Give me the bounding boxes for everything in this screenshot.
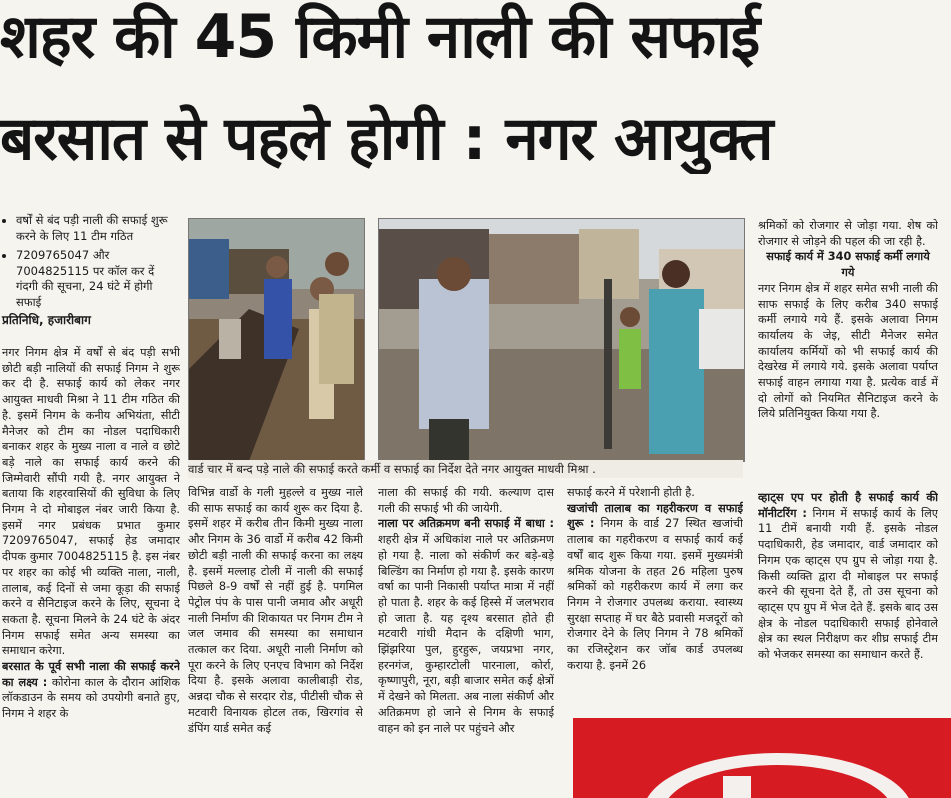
column-3-body: नाला की सफाई की गयी. कल्याण दास गली की सफाई भी की जायेगी. [378, 486, 554, 515]
byline: प्रतिनिधि, हजारीबाग [2, 313, 91, 327]
column-2-body: विभिन्न वार्डो के गली मुहल्ले व मुख्य नाले की साफ सफाई का कार्य शुरू कर दिया है. इसमें शहर में करीब तीन किमी मुख्य नाला और निगम के 36 वार्डो में करीब 42 किमी छोटी बड़ी नाली की सफाई करना का लक्ष्य है. इसमें मल्लाह टोली में नाली की सफाई पिछले 8-9 वर्षों से नहीं हुई है. पगमिल पेट्रोल पंप के पास पानी जमाव और अधूरी नाली निर्माण की शिकायत पर निगम टीम ने जल जमाव की समस्या का समाधान तत्काल कर दिया. अधूरी नाली निर्माण को पूरा करने के लिए एनएच विभाग को निर्देश दिया है. इसके अलावा कालीबाड़ी रोड, अन्नदा चौक से सरदार रोड, पीटीसी चौक से मटवारी विनायक होटल तक, खिरगांव से डंपिंग यार्ड समेत कई [188, 486, 363, 735]
column-5-top-subhead: सफाई कार्य में 340 सफाई कर्मी लगाये गये [766, 250, 930, 280]
headline-line-2: बरसात से पहले होगी : नगर आयुक्त [0, 104, 773, 174]
column-5-bottom [758, 490, 938, 715]
column-2 [188, 485, 363, 798]
column-5-bottom-subhead: व्हाट्स एप पर होती है सफाई कार्य की मॉनीटरिंग : [758, 491, 938, 520]
photo-caption: वार्ड चार में बन्द पड़े नाले की सफाई करते कर्मी व सफाई का निर्देश देते नगर आयुक्त माधवी मिश्रा . [188, 460, 743, 478]
column-4-body: सफाई करने में परेशानी होती है. [567, 486, 695, 499]
column-1-sub-body: कोरोना काल के दौरान आंशिक लॉकडाउन के समय को उपयोगी बनाते हुए, निगम ने शहर के [2, 675, 180, 721]
column-1-subhead: बरसात के पूर्व सभी नाला की सफाई करने का लक्ष्य : [2, 660, 180, 689]
headline-line-1: शहर की 45 किमी नाली की सफाई [0, 2, 760, 72]
highlight-item: • 7209765047 और 7004825115 पर कॉल कर दें गंदगी की सूचना, 24 घंटे में होगी सफाई [16, 248, 177, 310]
photo-drain-workers [188, 218, 365, 462]
column-1 [2, 345, 180, 798]
advertisement-graphic [573, 718, 951, 798]
column-5-bottom-sub-body: निगम में सफाई कार्य के लिए 11 टीमें बनायी गयी हैं. इसके नोडल पदाधिकारी, हेड जमादार, वार्ड जमादार को निगम एक व्हाट्स एप ग्रुप से जोड़ा गया है. किसी व्यक्ति द्वारा दी मोबाइल पर सफाई करने की सूचना देते हैं, तो उस सूचना को व्हाट्स एप ग्रुप में भेज देते हैं. इसके बाद उस क्षेत्र के नोडल पदाधिकारी सफाई होनेवाले क्षेत्र का स्थल निरीक्षण कर शीघ्र सफाई टीम को भेजकर समस्या का समाधान करते हैं. [758, 506, 938, 662]
column-4 [567, 485, 743, 715]
photo-drain-workers-image [189, 219, 364, 461]
highlights-list [2, 213, 177, 314]
photo-commissioner-inspection [378, 218, 745, 462]
column-5-top-sub-body: नगर निगम क्षेत्र में शहर समेत सभी नाली की साफ सफाई के लिए करीब 340 सफाई कर्मी लगाये गये हैं. इसके अलावा निगम कार्यालय के जेइ, सीटी मैनेजर समेत कार्यालय कर्मियों को भी सफाई कार्य की देखरेख में लगाये गये. इसके अलावा पर्याप्त सफाई वाहन लगाया गया है. प्रत्येक वार्ड में दो लोगों को नियमित सैनिटाइज करने के लिये प्रतिनियुक्त किया गया है. [758, 281, 938, 421]
column-4-subhead: खजांची तालाब का गहरीकरण व सफाई शुरू : [567, 501, 743, 531]
column-5-top-body: श्रमिकों को रोजगार से जोड़ा गया. शेष को रोजगार से जोड़ने की पहल की जा रही है. [758, 219, 938, 248]
photo-commissioner-inspection-image [379, 219, 744, 461]
column-1-body: नगर निगम क्षेत्र में वर्षों से बंद पड़ी सभी छोटी बड़ी नालियों की सफाई निगम ने शुरू कर दी है. सफाई कार्य को लेकर नगर आयुक्त माधवी मिश्रा ने 11 टीम गठित की है. इसमें निगम के कनीय अभियंता, सीटी मैनेजर को टीम का नोडल पदाधिकारी बनाकर शहर के मुख्य नाला व नाले व छोटे बड़े नाले का सफाई कार्य करने की जिम्मेवारी सौंपी गयी है. नगर आयुक्त ने बताया कि शहरवासियों की सुविधा के लिए निगम ने दो मोबाइल नंबर जारी किया है. इसमें नगर प्रबंधक प्रभात कुमार 7209765047, सफाई हेड जमादार दीपक कुमार 7004825115 है. इस नंबर पर शहर का कोई भी व्यक्ति नाला, नाली, तालाब, कई दिनों से जमा कूड़ा की सफाई करने व सैनिटाइज करने के लिए, सूचना दे सकता है. सूचना मिलने के 24 घंटे के अंदर निगम सफाई समेत अन्य समस्या का समाधान करेगा. [2, 346, 180, 658]
column-5-top [758, 218, 938, 486]
column-4-sub-body: निगम के वार्ड 27 स्थित खजांची तालाब का गहरीकरण व सफाई कार्य कई वर्षों बाद शुरू किया गया. इसमें मुख्यमंत्री श्रमिक योजना के तहत 26 महिला पुरुष श्रमिकों को गहरीकरण कार्य में लगा कर निगम ने रोजगार उपलब्ध कराया. स्वास्थ्य सुरक्षा सप्ताह में घर बैठे प्रवासी मजदूरों को रोजगार देने के लिए निगम ने 78 श्रमिकों का रजिस्ट्रेशन कर जॉब कार्ड उपलब्ध कराया है. इनमें 26 [567, 517, 743, 672]
highlight-item: • वर्षों से बंद पड़ी नाली की सफाई शुरू करने के लिए 11 टीम गठित [16, 213, 177, 244]
column-3 [378, 485, 554, 798]
column-3-sub-body: शहरी क्षेत्र में अधिकांश नाले पर अतिक्रमण हो गया है. नाला को संकीर्ण कर बड़े-बड़े बिल्डिंग का निर्माण हो गया है. इसके कारण वर्षा का पानी निकासी पर्याप्त मात्रा में नहीं हो पाता है. शहर के कई हिस्से में जलभराव हो जाता है. यह दृश्य बरसात होते ही मटवारी गांधी मैदान के दक्षिणी भाग, झिंझरिया पुल, हुरहुरू, जयप्रभा नगर, हरनगंज, कुम्हारटोली पारनाला, कोर्रा, कृष्णापुरी, नूरा, बड़ी बाजार समेत कई क्षेत्रों में देखने को मिलता. अब नाला संकीर्ण और अतिक्रमण हो जाने से निगम के सफाई वाहन को इन नाले पर पहुंचने और [378, 533, 554, 735]
column-3-subhead: नाला पर अतिक्रमण बनी सफाई में बाधा : [378, 517, 554, 531]
advertisement [573, 718, 951, 798]
